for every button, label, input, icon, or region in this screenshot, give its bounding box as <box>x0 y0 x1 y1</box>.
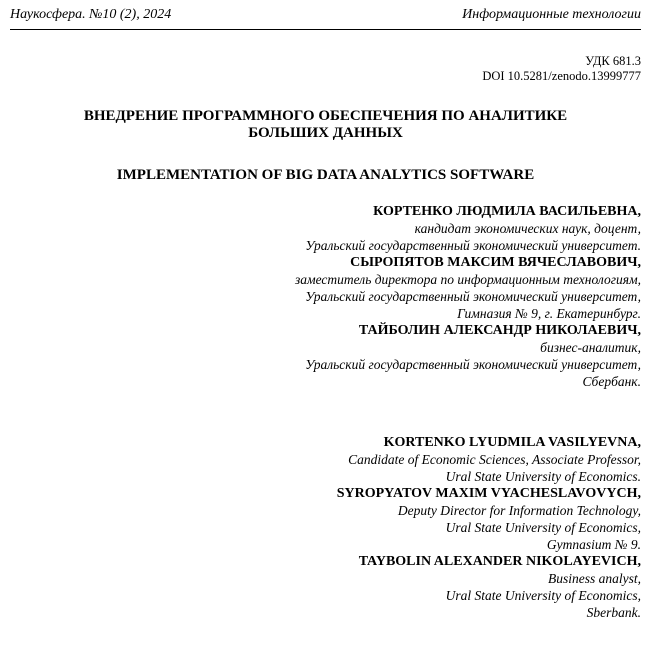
author-en-3 <box>10 553 641 621</box>
author-affiliation: кандидат экономических наук, доцент, <box>414 221 641 236</box>
authors-russian <box>10 203 641 390</box>
author-affiliation: Уральский государственный экономический университет, <box>305 357 641 372</box>
author-ru-3 <box>10 322 641 390</box>
doi: DOI 10.5281/zenodo.13999777 <box>482 69 641 83</box>
author-name: TAYBOLIN ALEXANDER NIKOLAYEVICH, <box>358 554 641 569</box>
journal-issue: Наукосфера. №10 (2), 2024 <box>10 7 172 22</box>
author-affiliation: Сбербанк. <box>582 374 641 389</box>
author-affiliation: Гимназия № 9, г. Екатеринбург. <box>457 306 641 321</box>
author-affiliation: Ural State University of Economics, <box>445 520 641 535</box>
authors-english <box>10 434 641 621</box>
author-affiliation: Ural State University of Economics, <box>445 588 641 603</box>
udk-block <box>482 54 641 84</box>
title-russian-line-2: БОЛЬШИХ ДАННЫХ <box>248 125 403 141</box>
author-name: KORTENKO LYUDMILA VASILYEVNA, <box>383 435 641 450</box>
author-en-2 <box>10 485 641 553</box>
author-affiliation: Уральский государственный экономический университет, <box>305 289 641 304</box>
paper-page <box>10 0 641 660</box>
author-affiliation: Уральский государственный экономический университет. <box>305 238 641 253</box>
author-name: ТАЙБОЛИН АЛЕКСАНДР НИКОЛАЕВИЧ, <box>358 323 641 338</box>
author-affiliation: бизнес-аналитик, <box>540 340 641 355</box>
author-name: СЫРОПЯТОВ МАКСИМ ВЯЧЕСЛАВОВИЧ, <box>350 255 641 270</box>
author-affiliation: Sberbank. <box>586 605 641 620</box>
author-affiliation: Deputy Director for Information Technology, <box>397 503 641 518</box>
author-affiliation: Ural State University of Economics. <box>445 469 641 484</box>
header-divider <box>10 29 641 30</box>
title-english: IMPLEMENTATION OF BIG DATA ANALYTICS SOFTWARE <box>116 167 535 183</box>
udk-code: УДК 681.3 <box>585 54 641 68</box>
author-ru-2 <box>10 254 641 322</box>
author-ru-1 <box>10 203 641 254</box>
title-russian-line-1: ВНЕДРЕНИЕ ПРОГРАММНОГО ОБЕСПЕЧЕНИЯ ПО АНАЛИТИКЕ <box>83 108 568 124</box>
journal-section: Информационные технологии <box>462 7 641 22</box>
title-russian <box>10 108 641 142</box>
author-affiliation: Business analyst, <box>548 571 641 586</box>
author-affiliation: Gymnasium № 9. <box>546 537 641 552</box>
author-affiliation: заместитель директора по информационным технологиям, <box>294 272 641 287</box>
author-name: SYROPYATOV MAXIM VYACHESLAVOVYCH, <box>336 486 641 501</box>
author-name: КОРТЕНКО ЛЮДМИЛА ВАСИЛЬЕВНА, <box>373 204 641 219</box>
author-en-1 <box>10 434 641 485</box>
running-header <box>10 6 641 23</box>
author-affiliation: Candidate of Economic Sciences, Associate Professor, <box>348 452 641 467</box>
